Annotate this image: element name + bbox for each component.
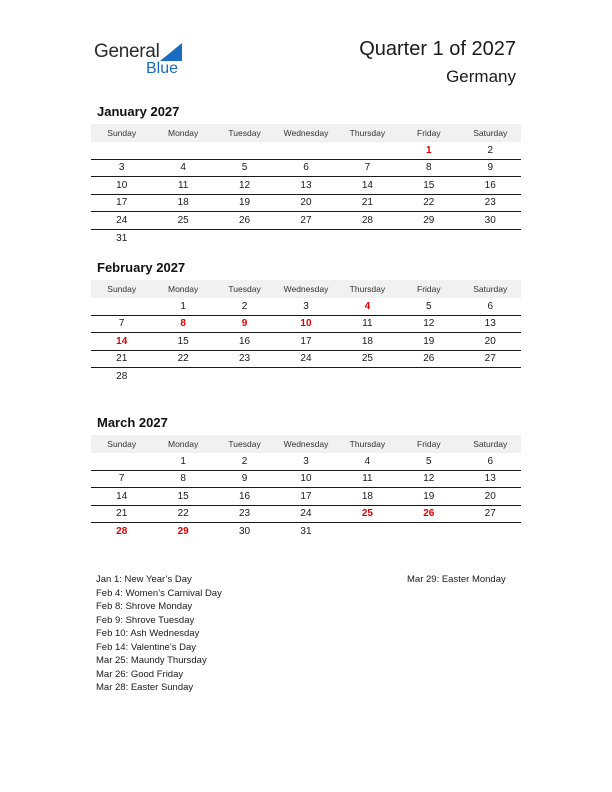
holiday-day-cell: 26 <box>423 508 435 520</box>
holiday-list <box>96 573 222 695</box>
day-cell: 7 <box>118 318 125 330</box>
holiday-day-cell: 1 <box>426 144 432 156</box>
weekday-label: Saturday <box>473 128 508 138</box>
day-cell: 1 <box>180 300 186 312</box>
day-cell: 2 <box>487 144 494 156</box>
weekday-label: Tuesday <box>228 128 261 138</box>
week-row <box>91 195 521 213</box>
weekday-label: Thursday <box>349 128 386 138</box>
day-cell: 30 <box>238 526 251 538</box>
day-cell: 3 <box>303 300 309 312</box>
weekday-label: Wednesday <box>283 128 329 138</box>
page-title: Quarter 1 of 2027 <box>359 38 516 60</box>
day-cell: 13 <box>300 179 312 191</box>
day-cell: 11 <box>362 473 373 485</box>
day-cell: 27 <box>300 214 312 226</box>
week-row <box>91 368 521 386</box>
day-cell: 13 <box>484 318 496 330</box>
weekday-label: Wednesday <box>283 439 329 449</box>
holiday-list-right <box>407 573 506 587</box>
holiday-day-cell: 25 <box>361 508 373 520</box>
day-cell: 2 <box>241 300 248 312</box>
day-cell: 2 <box>241 455 248 467</box>
day-cell: 14 <box>361 179 373 191</box>
day-cell: 9 <box>241 473 248 485</box>
day-cell: 5 <box>241 162 248 174</box>
day-cell: 6 <box>487 300 494 312</box>
day-cell: 20 <box>300 197 312 209</box>
day-cell: 7 <box>118 473 125 485</box>
holiday-day-cell: 10 <box>300 318 312 330</box>
logo-blue-text: Blue <box>146 60 179 77</box>
day-cell: 18 <box>177 197 189 209</box>
day-cell: 8 <box>426 162 432 174</box>
holiday-day-cell: 28 <box>116 526 128 538</box>
day-cell: 11 <box>362 318 373 330</box>
day-cell: 10 <box>300 473 312 485</box>
weekday-header <box>91 280 521 298</box>
holiday-day-cell: 8 <box>180 318 186 330</box>
holiday-item: Mar 26: Good Friday <box>96 668 184 680</box>
day-cell: 12 <box>423 318 435 330</box>
weekday-label: Thursday <box>349 284 386 294</box>
day-cell: 27 <box>484 508 496 520</box>
day-cell: 11 <box>177 179 189 191</box>
month-january <box>91 104 521 247</box>
day-cell: 20 <box>484 335 496 347</box>
day-cell: 16 <box>238 490 251 502</box>
day-cell: 15 <box>423 179 435 191</box>
day-cell: 3 <box>118 162 125 174</box>
month-title: January 2027 <box>97 104 180 119</box>
day-cell: 29 <box>423 214 435 226</box>
day-cell: 17 <box>300 335 312 347</box>
day-cell: 5 <box>426 300 432 312</box>
weekday-label: Saturday <box>473 439 508 449</box>
holiday-day-cell: 4 <box>364 300 371 312</box>
week-row <box>91 506 521 524</box>
week-row <box>91 523 521 541</box>
day-cell: 24 <box>300 508 312 520</box>
weekday-label: Sunday <box>107 128 137 138</box>
month-march <box>91 415 521 541</box>
day-cell: 21 <box>116 508 128 520</box>
day-cell: 12 <box>238 179 251 191</box>
day-cell: 26 <box>238 214 251 226</box>
day-cell: 16 <box>238 335 251 347</box>
week-row <box>91 333 521 351</box>
week-row <box>91 160 521 178</box>
week-row <box>91 142 521 160</box>
day-cell: 21 <box>361 197 373 209</box>
weekday-label: Friday <box>417 439 441 449</box>
week-row <box>91 177 521 195</box>
day-cell: 24 <box>116 214 128 226</box>
weekday-label: Saturday <box>473 284 508 294</box>
day-cell: 18 <box>361 335 373 347</box>
weekday-label: Wednesday <box>283 284 329 294</box>
holiday-day-cell: 9 <box>241 318 248 330</box>
weekday-label: Tuesday <box>228 439 261 449</box>
month-february <box>91 260 521 386</box>
day-cell: 13 <box>484 473 496 485</box>
country-name: Germany <box>446 67 516 86</box>
holiday-item: Feb 8: Shrove Monday <box>96 601 193 612</box>
weekday-label: Friday <box>417 284 441 294</box>
day-cell: 4 <box>364 455 371 467</box>
day-cell: 25 <box>177 214 189 226</box>
day-cell: 17 <box>300 490 312 502</box>
day-cell: 1 <box>180 455 186 467</box>
month-title: March 2027 <box>97 415 168 430</box>
weekday-label: Monday <box>168 439 199 449</box>
week-row <box>91 298 521 316</box>
week-row <box>91 488 521 506</box>
day-cell: 15 <box>177 335 189 347</box>
day-cell: 25 <box>361 353 373 365</box>
holiday-item: Feb 10: Ash Wednesday <box>96 628 200 639</box>
day-cell: 28 <box>361 214 373 226</box>
holiday-item: Mar 28: Easter Sunday <box>96 682 194 693</box>
month-title: February 2027 <box>97 260 186 275</box>
day-cell: 23 <box>238 353 251 365</box>
day-cell: 26 <box>423 353 435 365</box>
holiday-item: Mar 25: Maundy Thursday <box>96 655 207 666</box>
logo-general-text: General <box>94 41 160 62</box>
holiday-item: Jan 1: New Year’s Day <box>96 574 192 585</box>
day-cell: 30 <box>484 214 496 226</box>
day-cell: 17 <box>116 197 128 209</box>
week-row <box>91 453 521 471</box>
weekday-label: Tuesday <box>228 284 261 294</box>
holiday-day-cell: 29 <box>177 526 189 538</box>
week-row <box>91 230 521 248</box>
holiday-day-cell: 14 <box>116 335 128 347</box>
day-cell: 6 <box>487 455 494 467</box>
day-cell: 19 <box>423 335 435 347</box>
day-cell: 23 <box>238 508 251 520</box>
day-cell: 19 <box>423 490 435 502</box>
day-cell: 6 <box>303 162 309 174</box>
weekday-header <box>91 435 521 453</box>
weekday-label: Sunday <box>107 439 137 449</box>
day-cell: 22 <box>177 508 189 520</box>
week-row <box>91 351 521 369</box>
day-cell: 24 <box>300 353 312 365</box>
day-cell: 22 <box>177 353 189 365</box>
day-cell: 7 <box>364 162 371 174</box>
holiday-item: Feb 4: Women’s Carnival Day <box>96 587 222 599</box>
logo-triangle-icon <box>160 43 182 61</box>
weekday-label: Monday <box>168 128 199 138</box>
logo <box>94 40 194 80</box>
holiday-item: Feb 14: Valentine’s Day <box>96 641 196 653</box>
day-cell: 10 <box>116 179 128 191</box>
week-row <box>91 471 521 489</box>
day-cell: 9 <box>487 162 494 174</box>
day-cell: 15 <box>177 490 189 502</box>
weekday-label: Thursday <box>349 439 386 449</box>
day-cell: 31 <box>116 232 128 244</box>
weekday-label: Sunday <box>107 284 137 294</box>
day-cell: 5 <box>426 455 432 467</box>
day-cell: 28 <box>116 371 128 383</box>
weekday-label: Friday <box>417 128 441 138</box>
day-cell: 21 <box>116 353 128 365</box>
day-cell: 3 <box>303 455 309 467</box>
day-cell: 14 <box>116 490 128 502</box>
week-row <box>91 212 521 230</box>
day-cell: 4 <box>180 162 186 174</box>
day-cell: 19 <box>238 197 251 209</box>
day-cell: 20 <box>484 490 496 502</box>
week-row <box>91 316 521 334</box>
weekday-label: Monday <box>168 284 199 294</box>
day-cell: 8 <box>180 473 186 485</box>
day-cell: 22 <box>423 197 435 209</box>
day-cell: 18 <box>361 490 373 502</box>
day-cell: 27 <box>484 353 496 365</box>
weekday-header <box>91 124 521 142</box>
day-cell: 16 <box>484 179 496 191</box>
holiday-item: Feb 9: Shrove Tuesday <box>96 614 195 626</box>
day-cell: 23 <box>484 197 496 209</box>
day-cell: 12 <box>423 473 435 485</box>
holiday-item: Mar 29: Easter Monday <box>407 574 506 585</box>
day-cell: 31 <box>300 526 312 538</box>
